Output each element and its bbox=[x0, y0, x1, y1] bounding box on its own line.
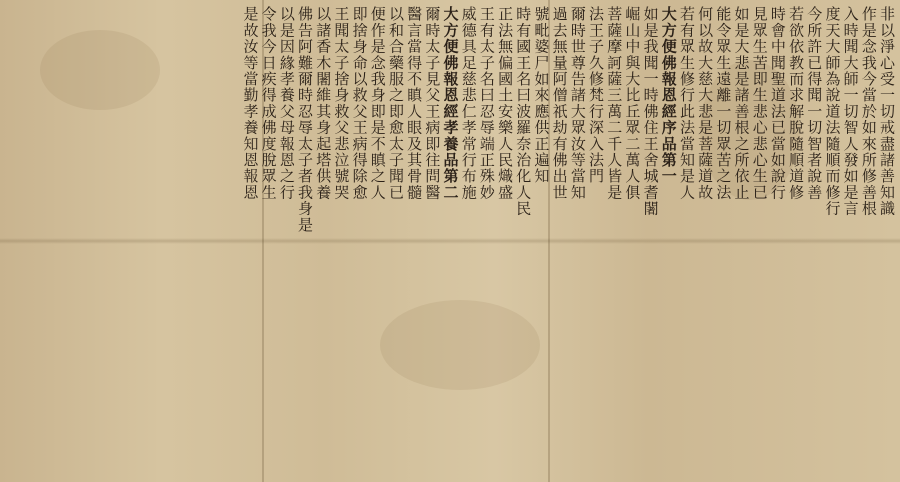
text-column: 過去無量阿僧祇劫有佛出世 bbox=[550, 6, 569, 201]
text-columns bbox=[241, 6, 894, 476]
text-column: 法王子久修梵行深入法門 bbox=[587, 6, 605, 185]
text-column: 王聞太子捨身救父悲泣號哭 bbox=[332, 6, 351, 201]
text-column: 醫言當得不瞋人眼及其骨髓 bbox=[405, 6, 424, 201]
text-column: 爾時太子見父王病即往問醫 bbox=[423, 6, 442, 201]
text-column: 是故汝等當勤孝養知恩報恩 bbox=[241, 6, 260, 201]
text-column: 正法無偏國土安樂人民熾盛 bbox=[496, 6, 515, 201]
paper-stain bbox=[40, 30, 160, 110]
text-column: 崛山中與大比丘眾二萬人俱 bbox=[623, 6, 642, 201]
text-column: 若有眾生修行此法當知是人 bbox=[677, 6, 696, 201]
text-column: 非以淨心受一切戒盡諸善知識 bbox=[878, 6, 896, 217]
text-column: 佛告阿難爾時忍辱太子者我身是 bbox=[296, 6, 314, 233]
text-column: 如是大悲是諸善根之所依止 bbox=[732, 6, 751, 201]
text-column: 能令眾生遠離一切眾苦之法 bbox=[714, 6, 733, 201]
text-column: 作是念我今當於如來所修善根 bbox=[859, 6, 878, 217]
text-column: 若欲依教而求解脫隨順道修 bbox=[787, 6, 806, 201]
text-column: 即捨身命以救父王病得除愈 bbox=[350, 6, 369, 201]
text-column: 令我今日疾得成佛度脫眾生 bbox=[259, 6, 278, 201]
text-column: 時有國王名曰波羅奈治化人民 bbox=[514, 6, 533, 217]
text-column: 王有太子名曰忍辱端正殊妙 bbox=[477, 6, 496, 201]
text-column: 度天大師為說道法隨順而修行 bbox=[823, 6, 842, 217]
text-column: 何以故大慈大悲是菩薩道故 bbox=[696, 6, 715, 201]
text-column: 入時聞大師一切智人發如是言 bbox=[841, 6, 860, 217]
text-column: 威德具足慈悲仁孝常行布施 bbox=[459, 6, 478, 201]
text-column: 以諸香木闍維其身起塔供養 bbox=[314, 6, 333, 201]
text-column: 今所許已得聞一切智者說善 bbox=[805, 6, 824, 201]
text-column: 如是我聞一時佛住王舍城耆闍 bbox=[641, 6, 660, 217]
text-column: 便作是念我身即是不瞋之人 bbox=[368, 6, 387, 201]
chapter-heading: 大方便佛報恩經孝養品第二 bbox=[441, 6, 460, 201]
text-column: 菩薩摩訶薩三萬二千人皆是 bbox=[605, 6, 624, 201]
text-column: 爾時世尊告諸大眾汝等當知 bbox=[568, 6, 587, 201]
text-column: 時會中聞聖道法已當如說行 bbox=[768, 6, 787, 201]
text-column: 號毗婆尸如來應供正遍知 bbox=[532, 6, 551, 185]
text-column: 見眾生苦即生悲心悲心生已 bbox=[750, 6, 769, 201]
chapter-heading: 大方便佛報恩經序品第一 bbox=[659, 6, 678, 185]
text-column: 以和合藥服之即愈太子聞已 bbox=[386, 6, 405, 201]
text-column: 以是因緣孝養父母報恩之行 bbox=[277, 6, 296, 201]
